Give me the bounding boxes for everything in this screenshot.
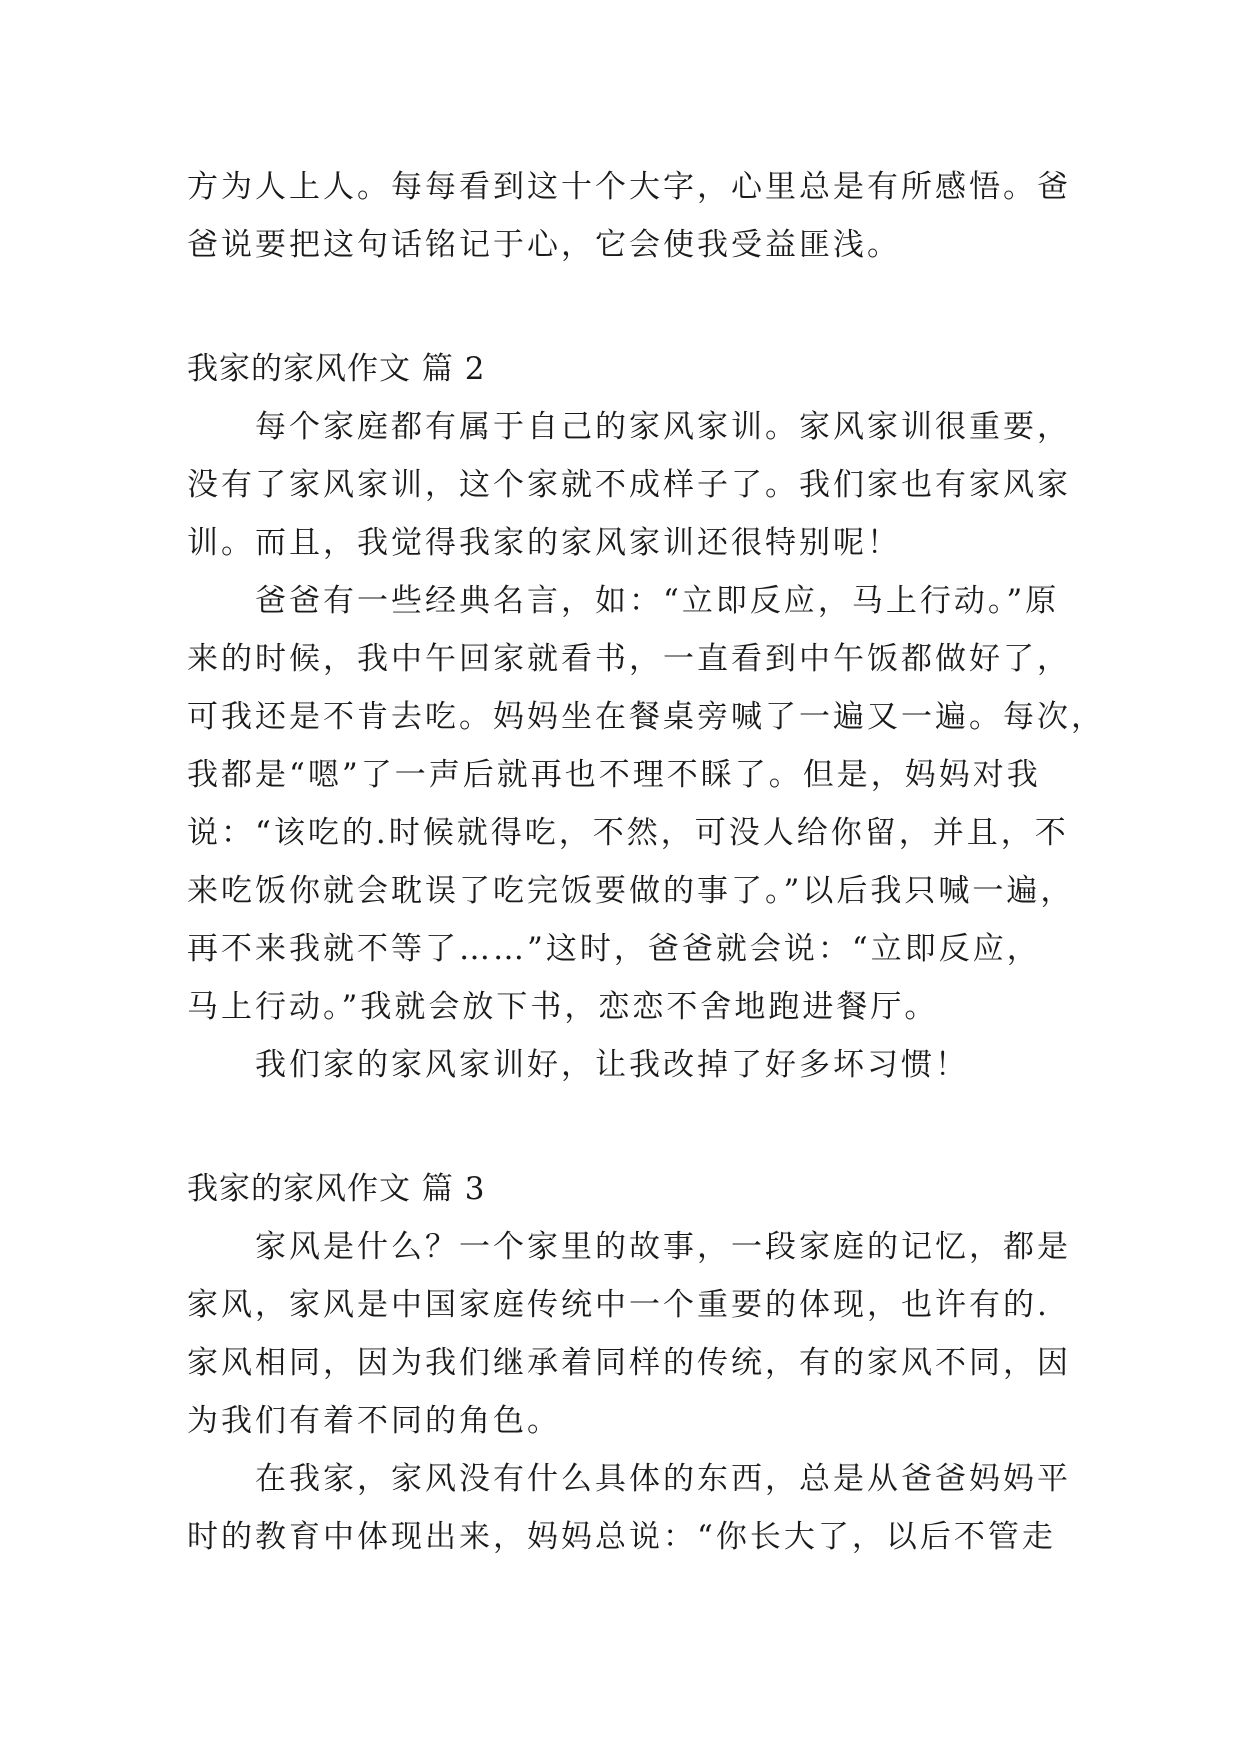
paragraph-line: 每个家庭都有属于自己的家风家训。家风家训很重要， [255,409,1071,445]
section-spacer [187,274,1067,340]
paragraph-line: 没有了家风家训，这个家就不成样子了。我们家也有家风家 [187,467,1071,503]
paragraph-line: 在我家，家风没有什么具体的东西，总是从爸爸妈妈平 [255,1461,1071,1497]
paragraph-line: 时的教育中体现出来，妈妈总说：“你长大了，以后不管走 [187,1519,1056,1555]
intro-line: 方为人上人。每每看到这十个大字，心里总是有所感悟。爸 [187,169,1071,205]
section-spacer [187,1094,1067,1160]
paragraph-line: 家风，家风是中国家庭传统中一个重要的体现，也许有的. [187,1287,1050,1323]
paragraph-line: 家风相同，因为我们继承着同样的传统，有的家风不同，因 [187,1345,1071,1381]
section-2-heading: 我家的家风作文 篇 2 [187,351,486,387]
paragraph-line: 家风是什么？一个家里的故事，一段家庭的记忆，都是 [255,1229,1071,1265]
paragraph-line: 说：“该吃的.时候就得吃，不然，可没人给你留，并且，不 [187,815,1069,851]
paragraph-line: 为我们有着不同的角色。 [187,1403,561,1439]
paragraph-line: 训。而且，我觉得我家的家风家训还很特别呢！ [187,525,901,561]
paragraph-line: 可我还是不肯去吃。妈妈坐在餐桌旁喊了一遍又一遍。每次， [187,699,1105,735]
paragraph-line: 来吃饭你就会耽误了吃完饭要做的事了。”以后我只喊一遍， [187,873,1075,909]
paragraph-line: 我们家的家风家训好，让我改掉了好多坏习惯！ [255,1047,969,1083]
paragraph-line: 再不来我就不等了……”这时，爸爸就会说：“立即反应， [187,931,1041,967]
paragraph-line: 来的时候，我中午回家就看书，一直看到中午饭都做好了， [187,641,1071,677]
document-page [187,158,1105,1566]
paragraph-line: 马上行动。”我就会放下书，恋恋不舍地跑进餐厅。 [187,989,939,1025]
section-3-heading: 我家的家风作文 篇 3 [187,1171,486,1207]
intro-line: 爸说要把这句话铭记于心，它会使我受益匪浅。 [187,227,901,263]
paragraph-line: 我都是“嗯”了一声后就再也不理不睬了。但是，妈妈对我 [187,757,1041,793]
paragraph-line: 爸爸有一些经典名言，如：“立即反应，马上行动。”原 [255,583,1060,619]
